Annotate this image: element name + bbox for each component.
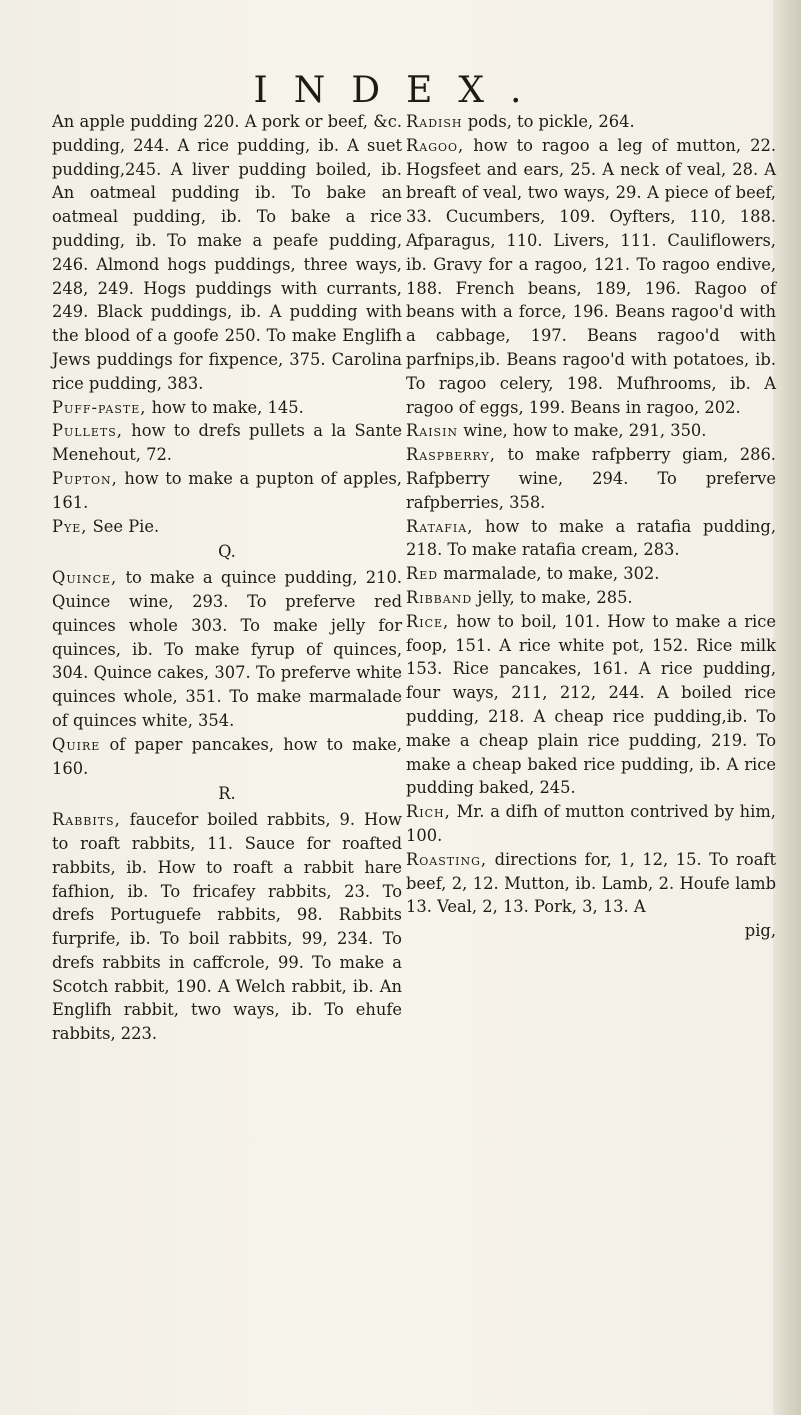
entry-keyword: Raisin <box>406 421 459 441</box>
entry-text: of paper pancakes, how to make, 160. <box>52 734 402 778</box>
index-entry <box>406 562 776 586</box>
entry-keyword: Red <box>406 564 439 584</box>
entry-keyword: Rich, <box>406 802 451 822</box>
index-entry <box>52 110 402 396</box>
index-entry <box>406 800 776 848</box>
section-letter-q: Q. <box>218 542 236 562</box>
entry-text: See Pie. <box>92 516 160 536</box>
entry-keyword: Quince, <box>52 568 118 588</box>
page-title: INDEX. <box>253 70 548 111</box>
entry-text: Mr. a difh of mutton contrived by him, 100. <box>406 802 776 845</box>
entry-keyword: Pupton, <box>52 468 118 488</box>
index-entry <box>52 419 402 467</box>
left-column <box>52 110 402 1046</box>
catchword: pig, <box>744 921 776 941</box>
page-edge <box>773 0 801 1415</box>
entry-text: to make a quince pudding, 210. Quince wine, 293. To preferve red quinces whole 303. To make jelly for quinces, ib. To make fyrup of quinces, 304. Quince cakes, 307. To preferve white quinces whole, 351. To make marmalade of quinces white, 354. <box>52 568 402 730</box>
index-entry <box>52 566 402 733</box>
index-entry <box>52 396 402 420</box>
entry-text: pods, to pickle, 264. <box>467 112 635 131</box>
entry-text: jelly, to make, 285. <box>477 587 633 607</box>
entry-text: how to drefs pullets a la Sante Menehout, 72. <box>52 421 402 465</box>
entry-keyword: Roasting, <box>406 849 488 869</box>
entry-keyword: Ratafia, <box>406 516 474 536</box>
entry-keyword: Pullets, <box>52 421 123 441</box>
entry-keyword: Ragoo, <box>406 135 465 155</box>
index-entry <box>406 848 776 919</box>
entry-text: to make rafpberry giam, 286. Rafpberry wine, 294. To preferve rafpberries, 358. <box>406 445 776 512</box>
entry-keyword: Ribband <box>406 587 473 607</box>
entry-keyword: Raspberry, <box>406 445 496 465</box>
entry-text: faucefor boiled rabbits, 9. How to roaft rabbits, 11. Sauce for roafted rabbits, ib. How to roaft a rabbit hare fafhion, ib. To fricafey rabbits, 23. To drefs Portuguefe rabbits, 98. Rabbits furprife, ib. To boil rabbits, 99, 234. To drefs rabbits in caffcrole, 99. To make a Scotch rabbit, 190. A Welch rabbit, ib. An Englifh rabbit, two ways, ib. To ehufe rabbits, 223. <box>52 810 402 1044</box>
entry-text: how to ragoo a leg of mutton, 22. Hogsfeet and ears, 25. A neck of veal, 28. A breaft of veal, two ways, 29. A piece of beef, 33. Cucumbers, 109. Oyfters, 110, 188. Afparagus, 110. Livers, 111. Cauliflowers, ib. Gravy for a ragoo, 121. To ragoo endive, 188. French beans, 189, 196. Ragoo of beans with a force, 196. Beans ragoo'd with a cabbage, 197. Beans ragoo'd with parfnips,ib. Beans ragoo'd with potatoes, ib. To ragoo celery, 198. Mufhrooms, ib. A ragoo of eggs, 199. Beans in ragoo, 202. <box>406 135 776 417</box>
entry-text: marmalade, to make, 302. <box>443 564 660 584</box>
entry-keyword: Pye, <box>52 516 88 536</box>
index-entry <box>406 110 776 134</box>
index-entry <box>406 134 776 420</box>
index-entry <box>406 419 776 443</box>
index-entry <box>52 733 402 781</box>
entry-text: directions for, 1, 12, 15. To roaft beef, 2, 12. Mutton, ib. Lamb, 2. Houfe lamb 13. Veal, 2, 13. Pork, 3, 13. A <box>406 849 776 917</box>
entry-keyword: Quire <box>52 734 101 754</box>
index-entry <box>406 610 776 800</box>
entry-keyword: Rabbits, <box>52 810 121 830</box>
index-entry <box>52 515 402 539</box>
index-entry <box>406 586 776 610</box>
entry-text: how to make a ratafia pudding, 218. To make ratafia cream, 283. <box>406 516 776 560</box>
index-entry <box>406 443 776 514</box>
index-entry <box>52 808 402 1046</box>
right-column <box>406 110 776 943</box>
entry-text: how to boil, 101. How to make a rice foop, 151. A rice white pot, 152. Rice milk 153. Rice pancakes, 161. A rice pudding, four ways, 211, 212, 244. A boiled rice pudding, 218. A cheap rice pudding,ib. To make a cheap plain rice pudding, 219. To make a cheap baked rice pudding, ib. A rice pudding baked, 245. <box>406 611 776 798</box>
index-entry <box>406 515 776 563</box>
entry-text: wine, how to make, 291, 350. <box>463 421 707 441</box>
entry-text: An apple pudding 220. A pork or beef, &c. pudding, 244. A rice pudding, ib. A suet pudding,245. A liver pudding boiled, ib. An oatmeal pudding ib. To bake an oatmeal pudding, ib. To bake a rice pudding, ib. To make a peafe pudding, 246. Almond hogs puddings, three ways, 248, 249. Hogs puddings with currants, 249. Black puddings, ib. A pudding with the blood of a goofe 250. To make Englifh Jews puddings for fixpence, 375. Carolina rice pudding, 383. <box>52 112 402 393</box>
section-letter-r: R. <box>218 784 236 804</box>
entry-text: how to make a pupton of apples, 161. <box>52 468 402 512</box>
entry-keyword: Puff-paste, <box>52 397 147 417</box>
entry-keyword: Rice, <box>406 611 450 631</box>
entry-keyword: Radish <box>406 112 463 131</box>
entry-text: how to make, 145. <box>151 397 304 417</box>
index-entry <box>52 467 402 515</box>
